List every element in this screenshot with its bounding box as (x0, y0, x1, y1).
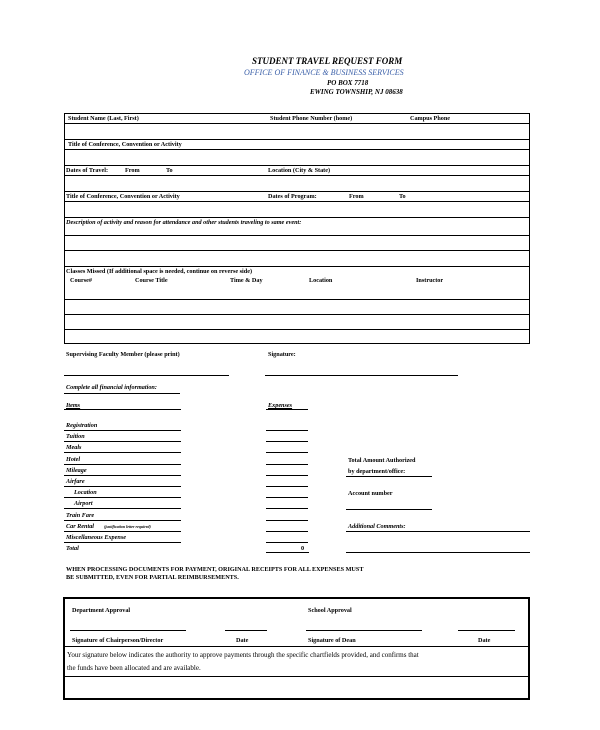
expense-item-line (64, 464, 181, 465)
location-label: Location (City & State) (268, 167, 331, 174)
expense-item-line (64, 486, 181, 487)
student-name-label: Student Name (Last, First) (68, 115, 139, 122)
faculty-signature-line[interactable] (265, 375, 458, 376)
expense-item-label: Mileage (66, 467, 87, 474)
approval-box (63, 597, 530, 700)
expense-item-line (64, 452, 181, 453)
expense-item-line (64, 508, 181, 509)
total-label: Total (66, 545, 79, 552)
additional-comments-label: Additional Comments: (348, 523, 406, 530)
expense-item-line (64, 441, 181, 442)
department-approval-label: Department Approval (72, 607, 131, 614)
expense-item-label: Location (74, 489, 97, 496)
date-line-2[interactable] (458, 630, 515, 631)
expense-item-label: Airport (74, 500, 93, 507)
faculty-name-line[interactable] (64, 375, 229, 376)
classes-missed-label: Classes Missed (If additional space is needed, continue on reverse side) (66, 268, 253, 275)
dates-of-program-label: Dates of Program: (268, 193, 317, 200)
chair-signature-label: Signature of Chairperson/Director (72, 637, 164, 644)
supervising-faculty-label: Supervising Faculty Member (please print) (66, 351, 180, 358)
conference-title-label-2: Title of Conference, Convention or Activity (66, 193, 180, 200)
expense-amount-line[interactable] (266, 520, 308, 521)
expense-amount-line[interactable] (266, 531, 308, 532)
campus-phone-label: Campus Phone (410, 115, 451, 122)
expense-item-label: Airfare (66, 478, 85, 485)
signature-label: Signature: (268, 351, 296, 358)
program-from-label: From (349, 193, 364, 200)
expense-amount-line[interactable] (266, 464, 308, 465)
col-time-day: Time & Day (230, 277, 263, 284)
approval-statement-line-2: the funds have been allocated and are available. (67, 664, 201, 672)
program-dates-field[interactable] (65, 202, 529, 217)
items-label: Items (66, 402, 81, 409)
city-address: EWING TOWNSHIP, NJ 08638 (310, 88, 403, 96)
description-field-1[interactable] (65, 236, 529, 250)
expense-amount-line[interactable] (266, 452, 308, 453)
description-field-2[interactable] (65, 251, 529, 266)
student-name-field[interactable] (65, 124, 529, 139)
authorized-amount-line[interactable] (346, 476, 432, 477)
class-row-2[interactable] (65, 300, 529, 314)
col-instructor: Instructor (416, 277, 444, 284)
date-line-1[interactable] (225, 630, 267, 631)
expense-amount-line[interactable] (266, 542, 308, 543)
dean-signature-label: Signature of Dean (308, 637, 356, 644)
financial-heading: Complete all financial information: (66, 384, 157, 391)
expense-amount-line[interactable] (266, 497, 308, 498)
class-row-3[interactable] (65, 315, 529, 329)
expense-item-label: Train Fare (66, 512, 95, 519)
po-box: PO BOX 7718 (327, 79, 369, 87)
expense-item-line (64, 520, 181, 521)
expense-item-label: Hotel (66, 456, 81, 463)
student-phone-label: Student Phone Number (home) (270, 115, 353, 122)
total-amount-authorized-label: Total Amount Authorized (348, 457, 416, 464)
expense-item-label: Registration (66, 422, 98, 429)
office-name: OFFICE OF FINANCE & BUSINESS SERVICES (244, 68, 404, 77)
dean-signature-line[interactable] (306, 630, 422, 631)
expense-amount-line[interactable] (266, 430, 308, 431)
account-number-label: Account number (348, 490, 393, 497)
date-label-1: Date (236, 637, 249, 644)
class-row-4[interactable] (65, 330, 529, 343)
expense-amount-line[interactable] (266, 441, 308, 442)
col-location: Location (309, 277, 333, 284)
conference-title-label: Title of Conference, Convention or Activity (68, 141, 182, 148)
col-course-title: Course Title (135, 277, 168, 284)
program-to-label: To (399, 193, 406, 200)
expense-item-line (64, 497, 181, 498)
expense-item-label: Meals (66, 444, 82, 451)
expense-item-label: Tuition (66, 433, 85, 440)
expense-amount-line[interactable] (266, 508, 308, 509)
dates-of-travel-label: Dates of Travel: (66, 167, 109, 174)
conference-title-field[interactable] (65, 150, 529, 165)
notice-line-2: BE SUBMITTED, EVEN FOR PARTIAL REIMBURSEMENTS. (66, 574, 239, 581)
travel-to-label: To (166, 167, 173, 174)
col-course-number: Course# (70, 277, 92, 284)
comments-line-2[interactable] (346, 552, 530, 553)
total-value: 0 (301, 545, 305, 552)
by-department-label: by department/office: (348, 468, 406, 475)
expense-amount-line[interactable] (266, 475, 308, 476)
account-number-line[interactable] (346, 509, 432, 510)
expense-item-line (64, 430, 181, 431)
comments-line-1[interactable] (346, 531, 530, 532)
expense-item-label: Miscellaneous Expense (66, 534, 126, 541)
description-label: Description of activity and reason for attendance and other students traveling to same event: (66, 219, 302, 226)
date-label-2: Date (478, 637, 491, 644)
travel-dates-field[interactable] (65, 176, 529, 191)
expense-item-line (64, 475, 181, 476)
class-row-1[interactable] (65, 287, 529, 299)
expense-item-line (64, 542, 181, 543)
expense-item-label: Car Rental (66, 523, 95, 530)
expenses-label: Expenses (268, 402, 293, 409)
school-approval-label: School Approval (308, 607, 352, 614)
chair-signature-line[interactable] (70, 630, 186, 631)
expense-amount-line[interactable] (266, 486, 308, 487)
expense-item-line (64, 531, 181, 532)
form-title: STUDENT TRAVEL REQUEST FORM (252, 56, 403, 66)
travel-from-label: From (125, 167, 140, 174)
approval-statement-line-1: Your signature below indicates the authority to approve payments through the specific chartfields provided, and confirms that (67, 651, 419, 659)
notice-line-1: WHEN PROCESSING DOCUMENTS FOR PAYMENT, ORIGINAL RECEIPTS FOR ALL EXPENSES MUST (66, 566, 364, 573)
expense-item-note: (justification letter required) (104, 524, 151, 529)
